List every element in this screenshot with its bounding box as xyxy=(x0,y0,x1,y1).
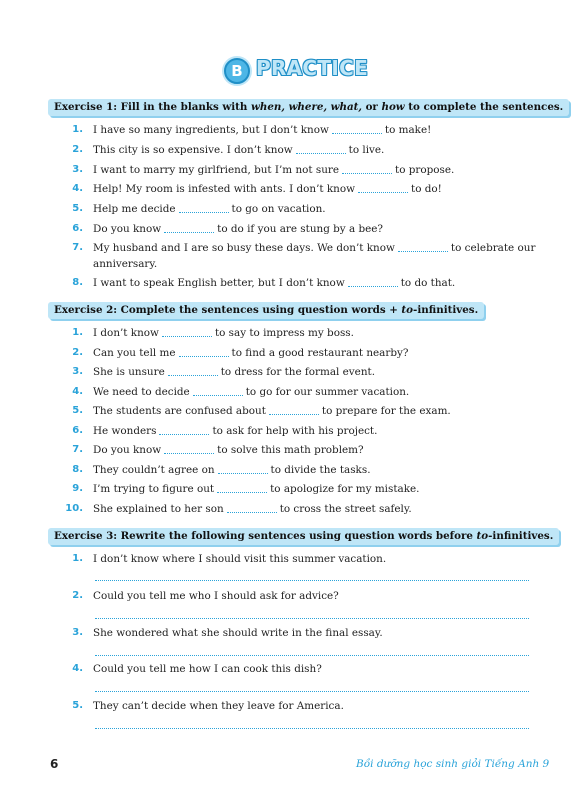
exercise-3-item: 4. Could you tell me how I can cook this dish? xyxy=(72,663,322,675)
answer-blank[interactable] xyxy=(358,182,408,193)
book-title: Bồi dưỡng học sinh giỏi Tiếng Anh 9 xyxy=(356,758,550,770)
exercise-2-heading: Exercise 2: Complete the sentences using question words + to-infinitives. xyxy=(48,302,484,319)
exercise-2-item: 7. Do you know to solve this math problem? xyxy=(72,444,364,456)
exercise-1-item: 8. I want to speak English better, but I don’t know to do that. xyxy=(72,277,456,289)
exercise-1-item: 3. I want to marry my girlfriend, but I’m not sure to propose. xyxy=(72,164,455,176)
page-number: 6 xyxy=(50,757,59,771)
answer-line[interactable] xyxy=(95,691,529,692)
section-badge: B xyxy=(224,58,250,84)
exercise-2-item: 10. She explained to her son to cross the street safely. xyxy=(65,503,412,515)
exercise-1-heading: Exercise 1: Fill in the blanks with when, where, what, or how to complete the sentences. xyxy=(48,99,569,116)
answer-blank[interactable] xyxy=(159,424,209,435)
exercise-2-item: 4. We need to decide to go for our summer vacation. xyxy=(72,386,410,398)
exercise-3-item: 5. They can’t decide when they leave for America. xyxy=(72,700,344,712)
answer-line[interactable] xyxy=(95,728,529,729)
exercise-2-item: 5. The students are confused about to prepare for the exam. xyxy=(72,405,451,417)
answer-line[interactable] xyxy=(95,618,529,619)
answer-blank[interactable] xyxy=(218,463,268,474)
answer-blank[interactable] xyxy=(164,443,214,454)
answer-blank[interactable] xyxy=(398,241,448,252)
answer-blank[interactable] xyxy=(164,222,214,233)
exercise-2-item: 8. They couldn’t agree on to divide the tasks. xyxy=(72,464,371,476)
answer-blank[interactable] xyxy=(332,123,382,134)
exercise-1-item: 7. My husband and I are so busy these days. We don’t know to celebrate our anniversary. xyxy=(72,242,536,270)
answer-line[interactable] xyxy=(95,655,529,656)
answer-line[interactable] xyxy=(95,580,529,581)
answer-blank[interactable] xyxy=(179,346,229,357)
exercise-1-item: 4. Help! My room is infested with ants. I don’t know to do! xyxy=(72,183,442,195)
exercise-2-item: 2. Can you tell me to find a good restaurant nearby? xyxy=(72,347,409,359)
exercise-2-item: 9. I’m trying to figure out to apologize for my mistake. xyxy=(72,483,420,495)
section-title: PRACTICE xyxy=(256,56,369,80)
answer-blank[interactable] xyxy=(342,163,392,174)
answer-blank[interactable] xyxy=(162,326,212,337)
answer-blank[interactable] xyxy=(168,365,218,376)
exercise-3-item: 3. She wondered what she should write in the final essay. xyxy=(72,627,383,639)
exercise-1-item: 5. Help me decide to go on vacation. xyxy=(72,203,326,215)
exercise-3-item: 1. I don’t know where I should visit this summer vacation. xyxy=(72,553,387,565)
exercise-1-item: 6. Do you know to do if you are stung by a bee? xyxy=(72,223,383,235)
exercise-2-item: 6. He wonders to ask for help with his project. xyxy=(72,425,378,437)
section-header xyxy=(0,56,575,86)
answer-blank[interactable] xyxy=(227,502,277,513)
exercise-3-heading: Exercise 3: Rewrite the following sentences using question words before to-infinitives. xyxy=(48,528,559,545)
exercise-3-item: 2. Could you tell me who I should ask for advice? xyxy=(72,590,339,602)
exercise-1-item: 2. This city is so expensive. I don’t know to live. xyxy=(72,144,385,156)
answer-blank[interactable] xyxy=(179,202,229,213)
answer-blank[interactable] xyxy=(348,276,398,287)
exercise-1-item: 1. I have so many ingredients, but I don’t know to make! xyxy=(72,124,432,136)
answer-blank[interactable] xyxy=(217,482,267,493)
answer-blank[interactable] xyxy=(193,385,243,396)
exercise-2-item: 1. I don’t know to say to impress my boss. xyxy=(72,327,354,339)
exercise-2-item: 3. She is unsure to dress for the formal event. xyxy=(72,366,375,378)
answer-blank[interactable] xyxy=(296,143,346,154)
answer-blank[interactable] xyxy=(269,404,319,415)
